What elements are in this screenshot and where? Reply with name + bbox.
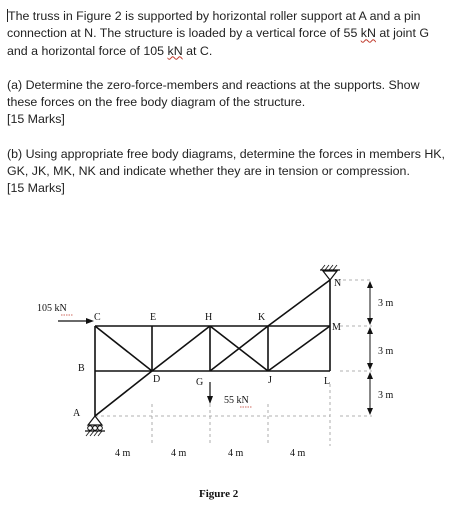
joint-label-C: C — [94, 312, 101, 323]
part-a-marks: [15 Marks] — [7, 112, 65, 127]
load-arrow-horizontal — [58, 318, 94, 324]
joint-label-G: G — [196, 377, 204, 388]
joint-label-B: B — [78, 363, 85, 374]
dim-horizontal-2: 4 m — [171, 448, 187, 459]
figure-caption: Figure 2 — [199, 488, 239, 500]
part-b-marks: [15 Marks] — [7, 181, 65, 196]
part-a-text: (a) Determine the zero-force-members and reactions at the supports. Show these forces on the free body diagram of the structure. — [7, 77, 420, 110]
load-vertical-label: 55 kN — [224, 395, 249, 406]
spellcheck-kN-2: kN — [167, 43, 183, 58]
dim-vertical-2: 3 m — [378, 346, 394, 357]
joint-label-M: M — [332, 322, 341, 333]
joint-label-H: H — [205, 312, 213, 323]
part-b-text: (b) Using appropriate free body diagrams, determine the forces in members HK, GK, JK, MK, NK and indicate whether they are in tension or compression. — [7, 146, 445, 179]
question-intro: The truss in Figure 2 is supported by horizontal roller support at A and a pin connection at N. The structure is loaded by a vertical force of 55 kN at joint G and a horizontal force of 105 kN at C. — [7, 9, 429, 58]
dim-horizontal-4: 4 m — [290, 448, 306, 459]
joint-label-N: N — [334, 278, 342, 289]
dim-vertical-3: 3 m — [378, 390, 394, 401]
truss-members — [95, 280, 330, 416]
dim-vertical-1: 3 m — [378, 298, 394, 309]
joint-label-D: D — [153, 374, 161, 385]
roller-support-A — [85, 416, 105, 436]
dim-horizontal-3: 4 m — [228, 448, 244, 459]
joint-label-A: A — [73, 408, 81, 419]
joint-label-L: L — [324, 376, 331, 387]
load-horizontal-label: 105 kN — [37, 303, 67, 314]
dim-horizontal-1: 4 m — [115, 448, 131, 459]
joint-label-J: J — [268, 375, 272, 386]
joint-label-E: E — [150, 312, 157, 323]
spellcheck-kN-1: kN — [360, 26, 376, 41]
load-arrow-vertical — [207, 382, 213, 404]
joint-label-K: K — [258, 312, 266, 323]
